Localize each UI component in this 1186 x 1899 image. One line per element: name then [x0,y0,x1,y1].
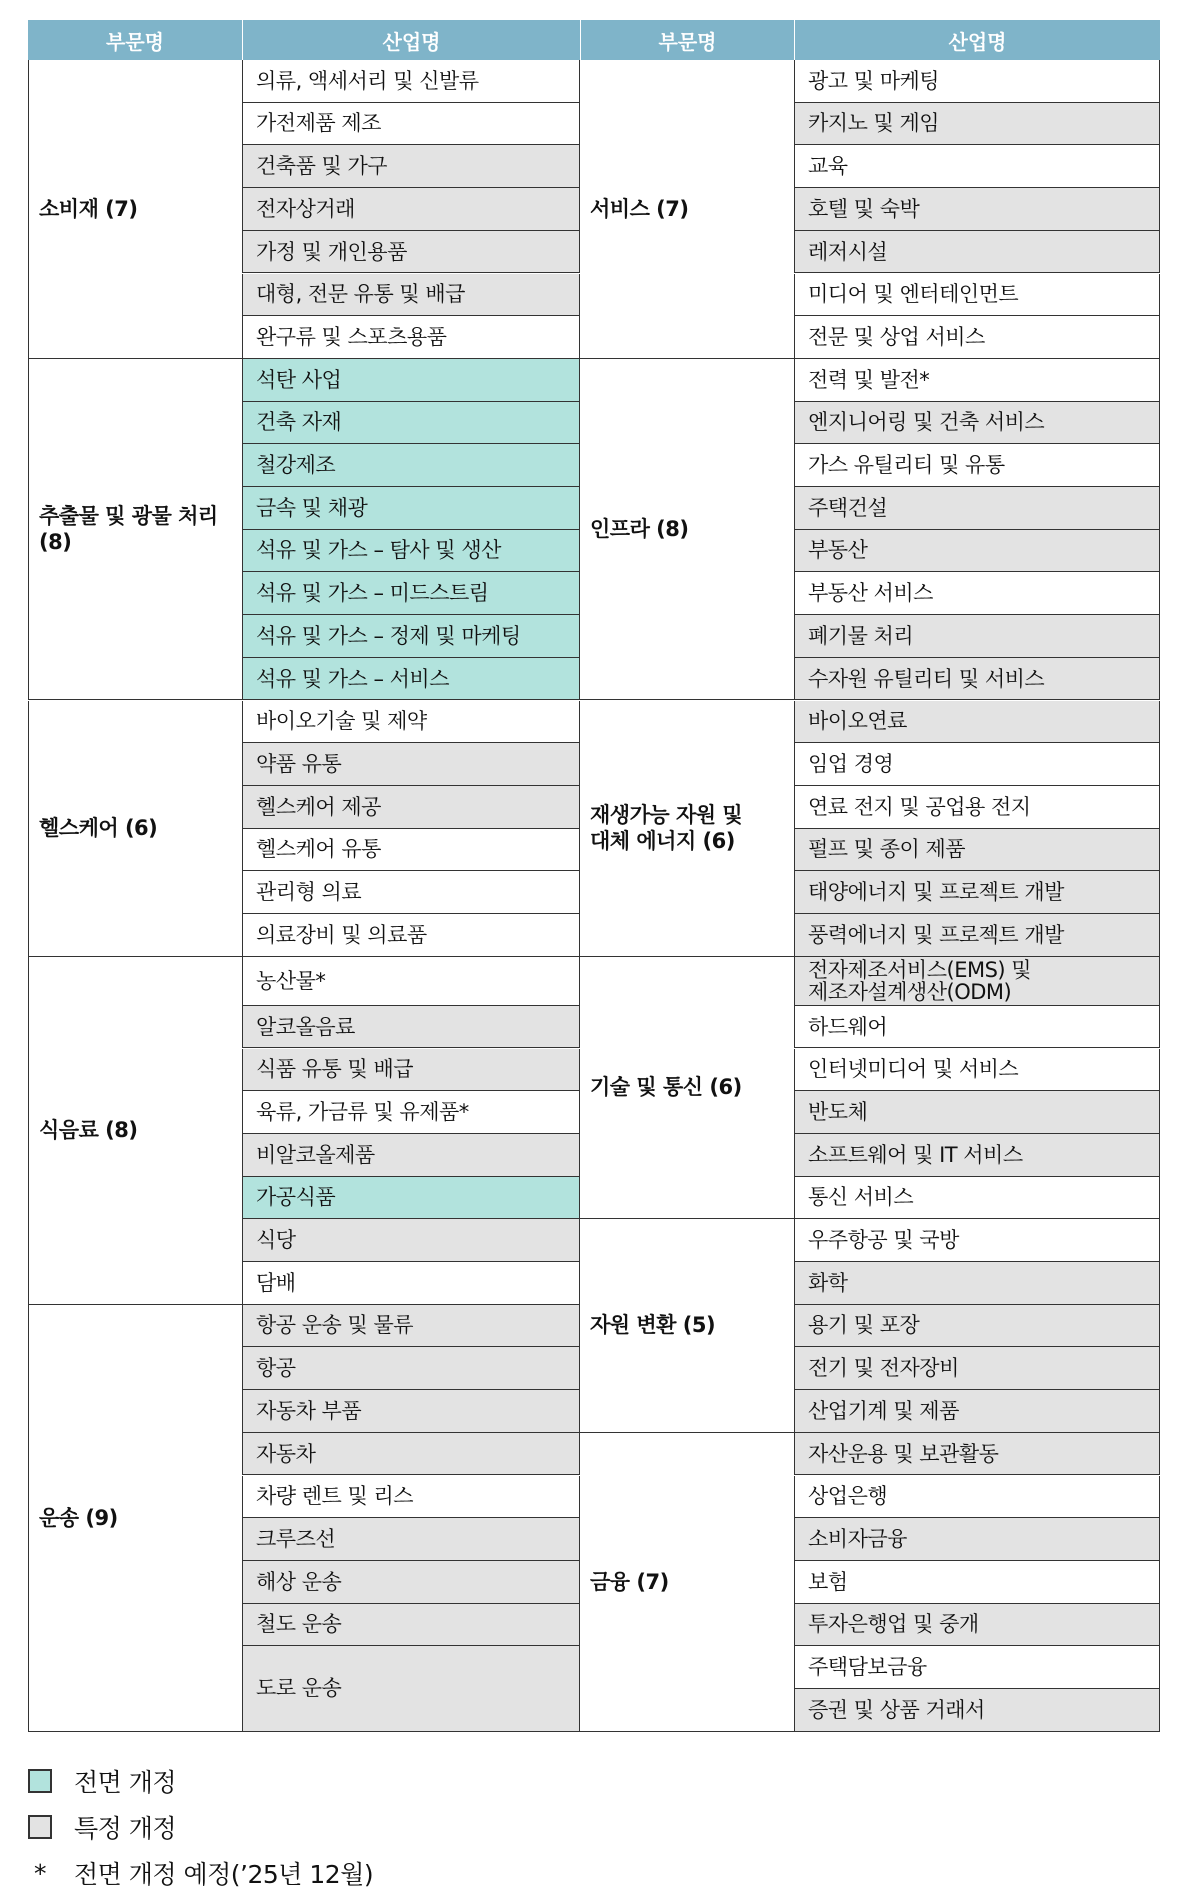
industry-cell [242,701,580,744]
industry-cell [794,572,1160,615]
legend-item [28,1855,373,1891]
industry-cell [794,530,1160,573]
industry-name: 우주항공 및 국방 [808,1228,959,1253]
industry-cell [242,444,580,487]
industry-cell [242,359,580,402]
industry-cell [794,829,1160,872]
industry-cell [242,1262,580,1305]
industry-name: 미디어 및 엔터테인먼트 [808,282,1019,307]
industry-name: 항공 운송 및 물류 [256,1313,414,1338]
sector-name: 소비재 (7) [39,196,138,221]
industry-cell [794,701,1160,744]
industry-name: 증권 및 상품 거래서 [808,1697,985,1722]
industry-name: 가정 및 개인용품 [256,239,407,264]
sector-cell [28,1305,242,1732]
sector-name: 서비스 (7) [590,196,689,221]
sector-cell [28,60,242,359]
industry-cell [242,914,580,957]
industry-cell [794,1604,1160,1647]
industry-name: 수자원 유틸리티 및 서비스 [808,666,1045,691]
legend-label: 특정 개정 [74,1814,177,1843]
industry-name: 도로 운송 [256,1676,342,1701]
industry-cell [794,1219,1160,1262]
header-sector: 부문명 [580,20,794,60]
industry-name: 약품 유통 [256,751,342,776]
industry-name: 호텔 및 숙박 [808,196,920,221]
industry-name: 석유 및 가스 – 정제 및 마케팅 [256,623,521,648]
industry-name: 카지노 및 게임 [808,111,940,136]
legend-label: 전면 개정 예정(’25년 12월) [74,1860,374,1889]
industry-cell [242,572,580,615]
industry-cell [794,402,1160,445]
industry-cell [242,829,580,872]
industry-name: 관리형 의료 [256,880,362,905]
industry-name: 광고 및 마케팅 [808,68,940,93]
sector-name: 인프라 (8) [590,517,689,542]
industry-name: 보험 [808,1569,848,1594]
sector-cell [28,957,242,1305]
industry-cell [242,1646,580,1731]
industry-name: 화학 [808,1270,848,1295]
industry-name: 육류, 가금류 및 유제품* [256,1099,469,1124]
industry-name: 헬스케어 제공 [256,794,381,819]
industry-cell [242,487,580,530]
sector-cell [28,701,242,957]
industry-cell [242,1091,580,1134]
industry-name: 금속 및 채광 [256,495,368,520]
industry-name: 펄프 및 종이 제품 [808,837,966,862]
industry-name: 전자상거래 [256,196,355,221]
industry-name: 반도체 [808,1099,868,1124]
industry-cell [242,1476,580,1519]
industry-name: 의료장비 및 의료품 [256,922,427,947]
industry-cell [794,615,1160,658]
industry-name: 가전제품 제조 [256,111,381,136]
industry-cell [794,1433,1160,1476]
industry-cell [242,786,580,829]
industry-cell [794,743,1160,786]
sector-name: 운송 (9) [39,1505,118,1530]
sector-cell [580,957,794,1220]
industry-name: 통신 서비스 [808,1185,914,1210]
sector-name: 식음료 (8) [39,1118,138,1143]
industry-name: 건축 자재 [256,410,342,435]
industry-cell [794,145,1160,188]
sector-name: 기술 및 통신 (6) [590,1075,742,1100]
industry-cell [242,871,580,914]
industry-cell [242,743,580,786]
industry-cell [242,1134,580,1177]
industry-cell [794,871,1160,914]
sector-cell [580,701,794,957]
header-industry: 산업명 [794,20,1160,60]
industry-cell [794,1049,1160,1092]
industry-name: 바이오기술 및 제약 [256,709,427,734]
industry-cell [242,402,580,445]
industry-name: 농산물* [256,968,326,993]
industry-name: 식당 [256,1228,296,1253]
industry-name: 헬스케어 유통 [256,837,381,862]
industry-name: 소프트웨어 및 IT 서비스 [808,1142,1023,1167]
legend-label: 전면 개정 [74,1768,177,1797]
industry-name: 임업 경영 [808,751,894,776]
industry-name: 레저시설 [808,239,888,264]
sector-cell [580,60,794,359]
industry-name: 폐기물 처리 [808,623,914,648]
industry-cell [242,103,580,146]
industry-name: 철도 운송 [256,1612,342,1637]
industry-cell [794,103,1160,146]
industry-cell [242,615,580,658]
industry-name: 인터넷미디어 및 서비스 [808,1057,1019,1082]
industry-cell [242,188,580,231]
industry-name: 전기 및 전자장비 [808,1356,959,1381]
sector-name: 금융 (7) [590,1569,669,1594]
header-industry: 산업명 [242,20,580,60]
industry-name: 투자은행업 및 중개 [808,1612,979,1637]
industry-cell [242,1390,580,1433]
industry-name: 전문 및 상업 서비스 [808,324,985,349]
industry-name: 주택건설 [808,495,888,520]
sector-cell [580,359,794,701]
industry-name: 해상 운송 [256,1569,342,1594]
industry-name: 석유 및 가스 – 탐사 및 생산 [256,538,501,563]
industry-name: 크루즈선 [256,1526,336,1551]
industry-cell [794,786,1160,829]
industry-cell [794,274,1160,317]
industry-cell [794,359,1160,402]
industry-name: 교육 [808,154,848,179]
industry-cell [242,1604,580,1647]
industry-name: 상업은행 [808,1484,888,1509]
industry-cell [242,1347,580,1390]
sector-cell [28,359,242,701]
industry-cell [794,1646,1160,1689]
industry-name: 부동산 [808,538,868,563]
industry-name: 석유 및 가스 – 서비스 [256,666,449,691]
industry-name: 엔지니어링 및 건축 서비스 [808,410,1045,435]
industry-cell [242,1518,580,1561]
industry-cell [794,1006,1160,1049]
industry-cell [794,60,1160,103]
industry-name: 대형, 전문 유통 및 배급 [256,282,465,307]
industry-cell [794,1091,1160,1134]
industry-cell [794,1177,1160,1220]
industry-cell [242,145,580,188]
industry-cell [242,316,580,359]
industry-name: 가공식품 [256,1185,336,1210]
industry-cell [242,231,580,274]
sector-name: 추출물 및 광물 처리 (8) [39,503,218,555]
industry-cell [794,1305,1160,1348]
industry-cell [794,188,1160,231]
sector-cell [580,1433,794,1732]
industry-cell [242,957,580,1006]
industry-name: 가스 유틸리티 및 유통 [808,453,1005,478]
industry-cell [242,1433,580,1476]
industry-cell [794,1518,1160,1561]
industry-cell [794,658,1160,701]
industry-cell [794,957,1160,1006]
legend-swatch [28,1815,52,1839]
industry-name: 자동차 [256,1441,316,1466]
industry-cell [794,1561,1160,1604]
industry-cell [794,1262,1160,1305]
industry-cell [794,1134,1160,1177]
industry-cell [242,658,580,701]
sector-name: 자원 변환 (5) [590,1313,716,1338]
industry-name: 풍력에너지 및 프로젝트 개발 [808,922,1064,947]
sector-cell [580,1219,794,1433]
industry-name: 석탄 사업 [256,367,342,392]
industry-name: 차량 렌트 및 리스 [256,1484,414,1509]
industry-cell [242,1049,580,1092]
industry-cell [242,1006,580,1049]
industry-name: 완구류 및 스포츠용품 [256,324,447,349]
industry-name: 연료 전지 및 공업용 전지 [808,794,1031,819]
legend-item [28,1763,176,1799]
industry-cell [794,1390,1160,1433]
industry-cell [794,231,1160,274]
industry-cell [794,1689,1160,1732]
industry-cell [794,1347,1160,1390]
industry-name: 전력 및 발전* [808,367,930,392]
header-sector: 부문명 [28,20,242,60]
industry-cell [242,274,580,317]
industry-name: 담배 [256,1270,296,1295]
industry-name: 항공 [256,1356,296,1381]
asterisk-marker: * [34,1858,46,1888]
industry-name: 부동산 서비스 [808,581,933,606]
industry-name: 용기 및 포장 [808,1313,920,1338]
sector-name: 헬스케어 (6) [39,815,158,840]
industry-cell [794,1476,1160,1519]
legend-item [28,1809,176,1845]
industry-cell [242,60,580,103]
industry-name: 산업기계 및 제품 [808,1398,959,1423]
industry-name: 철강제조 [256,453,336,478]
industry-name-line: 제조자설계생산(ODM) [808,979,1012,1004]
industry-cell [794,487,1160,530]
industry-cell [794,316,1160,359]
industry-name: 비알코올제품 [256,1142,375,1167]
industry-name: 하드웨어 [808,1014,888,1039]
industry-name: 건축품 및 가구 [256,154,388,179]
industry-name: 소비자금융 [808,1526,907,1551]
industry-cell [242,1305,580,1348]
industry-name: 식품 유통 및 배급 [256,1057,414,1082]
sector-name-line: 재생가능 자원 및 [590,802,743,827]
industry-name: 자산운용 및 보관활동 [808,1441,999,1466]
industry-cell [242,1219,580,1262]
industry-cell [242,530,580,573]
industry-cell [242,1177,580,1220]
industry-name: 태양에너지 및 프로젝트 개발 [808,880,1064,905]
industry-name: 주택담보금융 [808,1655,927,1680]
industry-cell [794,914,1160,957]
industry-name: 알코올음료 [256,1014,355,1039]
industry-name-line: 전자제조서비스(EMS) 및 [808,957,1032,982]
industry-cell [242,1561,580,1604]
industry-name: 의류, 액세서리 및 신발류 [256,68,479,93]
sector-name-line: 대체 에너지 (6) [590,829,735,854]
industry-name: 바이오연료 [808,709,907,734]
legend-swatch [28,1769,52,1793]
industry-cell [794,444,1160,487]
industry-name: 석유 및 가스 – 미드스트림 [256,581,489,606]
industry-name: 자동차 부품 [256,1398,362,1423]
